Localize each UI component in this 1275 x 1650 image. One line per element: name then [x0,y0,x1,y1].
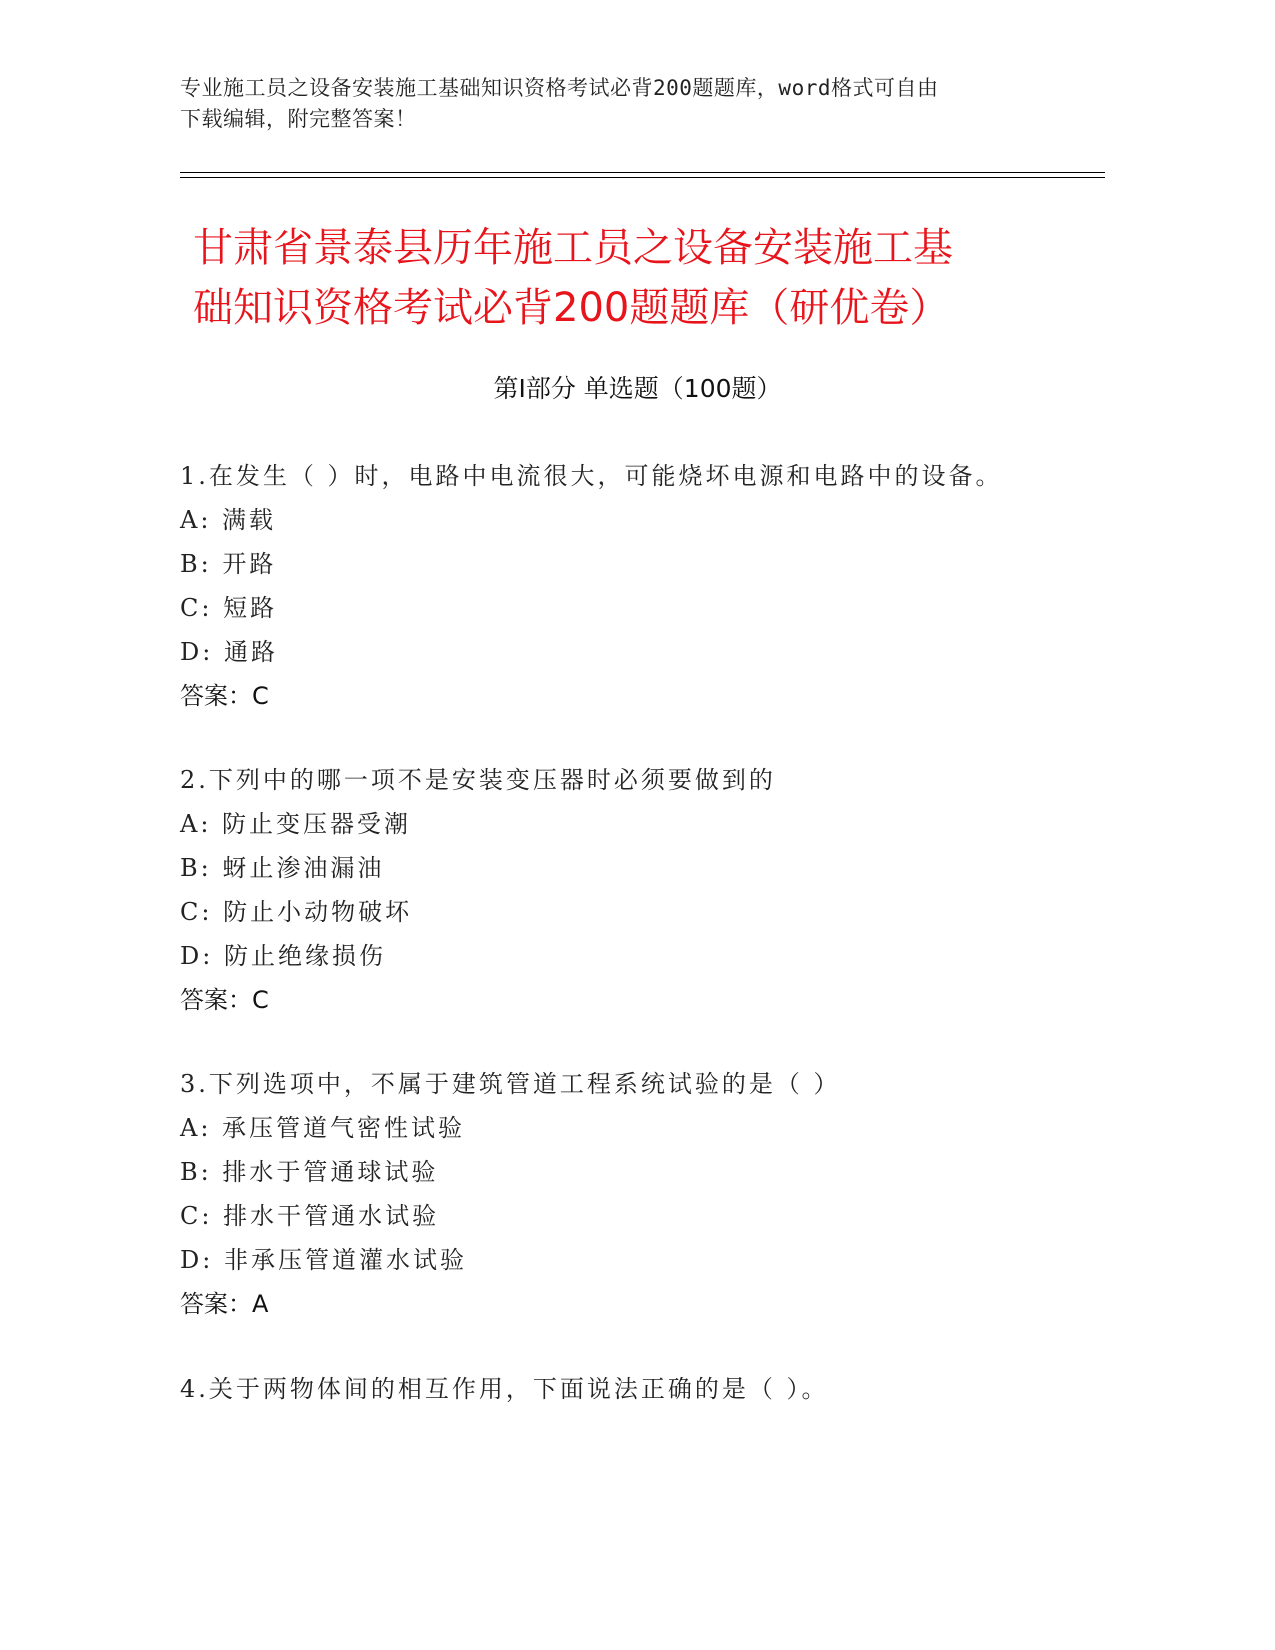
question-stem: 3.下列选项中，不属于建筑管道工程系统试验的是（ ） [180,1070,841,1098]
question-1 [180,454,1140,718]
answer: 答案：C [180,682,269,710]
question-stem: 4.关于两物体间的相互作用，下面说法正确的是（ ）。 [180,1375,829,1403]
option-a: A: 承压管道气密性试验 [180,1114,466,1142]
header-note-line-2: 下载编辑，附完整答案！ [180,107,417,131]
option-b: B: 蚜止渗油漏油 [180,854,385,882]
question-4 [180,1367,1140,1411]
option-c: C: 排水干管通水试验 [180,1202,440,1230]
answer: 答案：C [180,986,269,1014]
document-title [193,218,1093,338]
answer: 答案：A [180,1290,269,1318]
header-note [180,73,1050,135]
document-title-line-2: 础知识资格考试必背200题题库（研优卷） [193,285,950,331]
question-2 [180,758,1140,1022]
header-note-line-1: 专业施工员之设备安装施工基础知识资格考试必背200题题库，word格式可自由 [180,76,939,100]
header-divider-top [180,172,1105,173]
option-d: D: 通路 [180,638,278,666]
section-heading: 第Ⅰ部分 单选题（100题） [493,374,782,403]
header-divider-bottom [180,177,1105,178]
option-d: D: 非承压管道灌水试验 [180,1246,467,1274]
question-3 [180,1062,1140,1326]
option-b: B: 开路 [180,550,277,578]
question-stem: 2.下列中的哪一项不是安装变压器时必须要做到的 [180,766,776,794]
option-a: A: 满载 [180,506,277,534]
option-d: D: 防止绝缘损伤 [180,942,386,970]
option-b: B: 排水于管通球试验 [180,1158,439,1186]
option-c: C: 防止小动物破坏 [180,898,413,926]
option-a: A: 防止变压器受潮 [180,810,412,838]
question-stem: 1.在发生（ ）时，电路中电流很大，可能烧坏电源和电路中的设备。 [180,462,1003,490]
option-c: C: 短路 [180,594,278,622]
document-title-line-1: 甘肃省景泰县历年施工员之设备安装施工基 [193,225,953,271]
